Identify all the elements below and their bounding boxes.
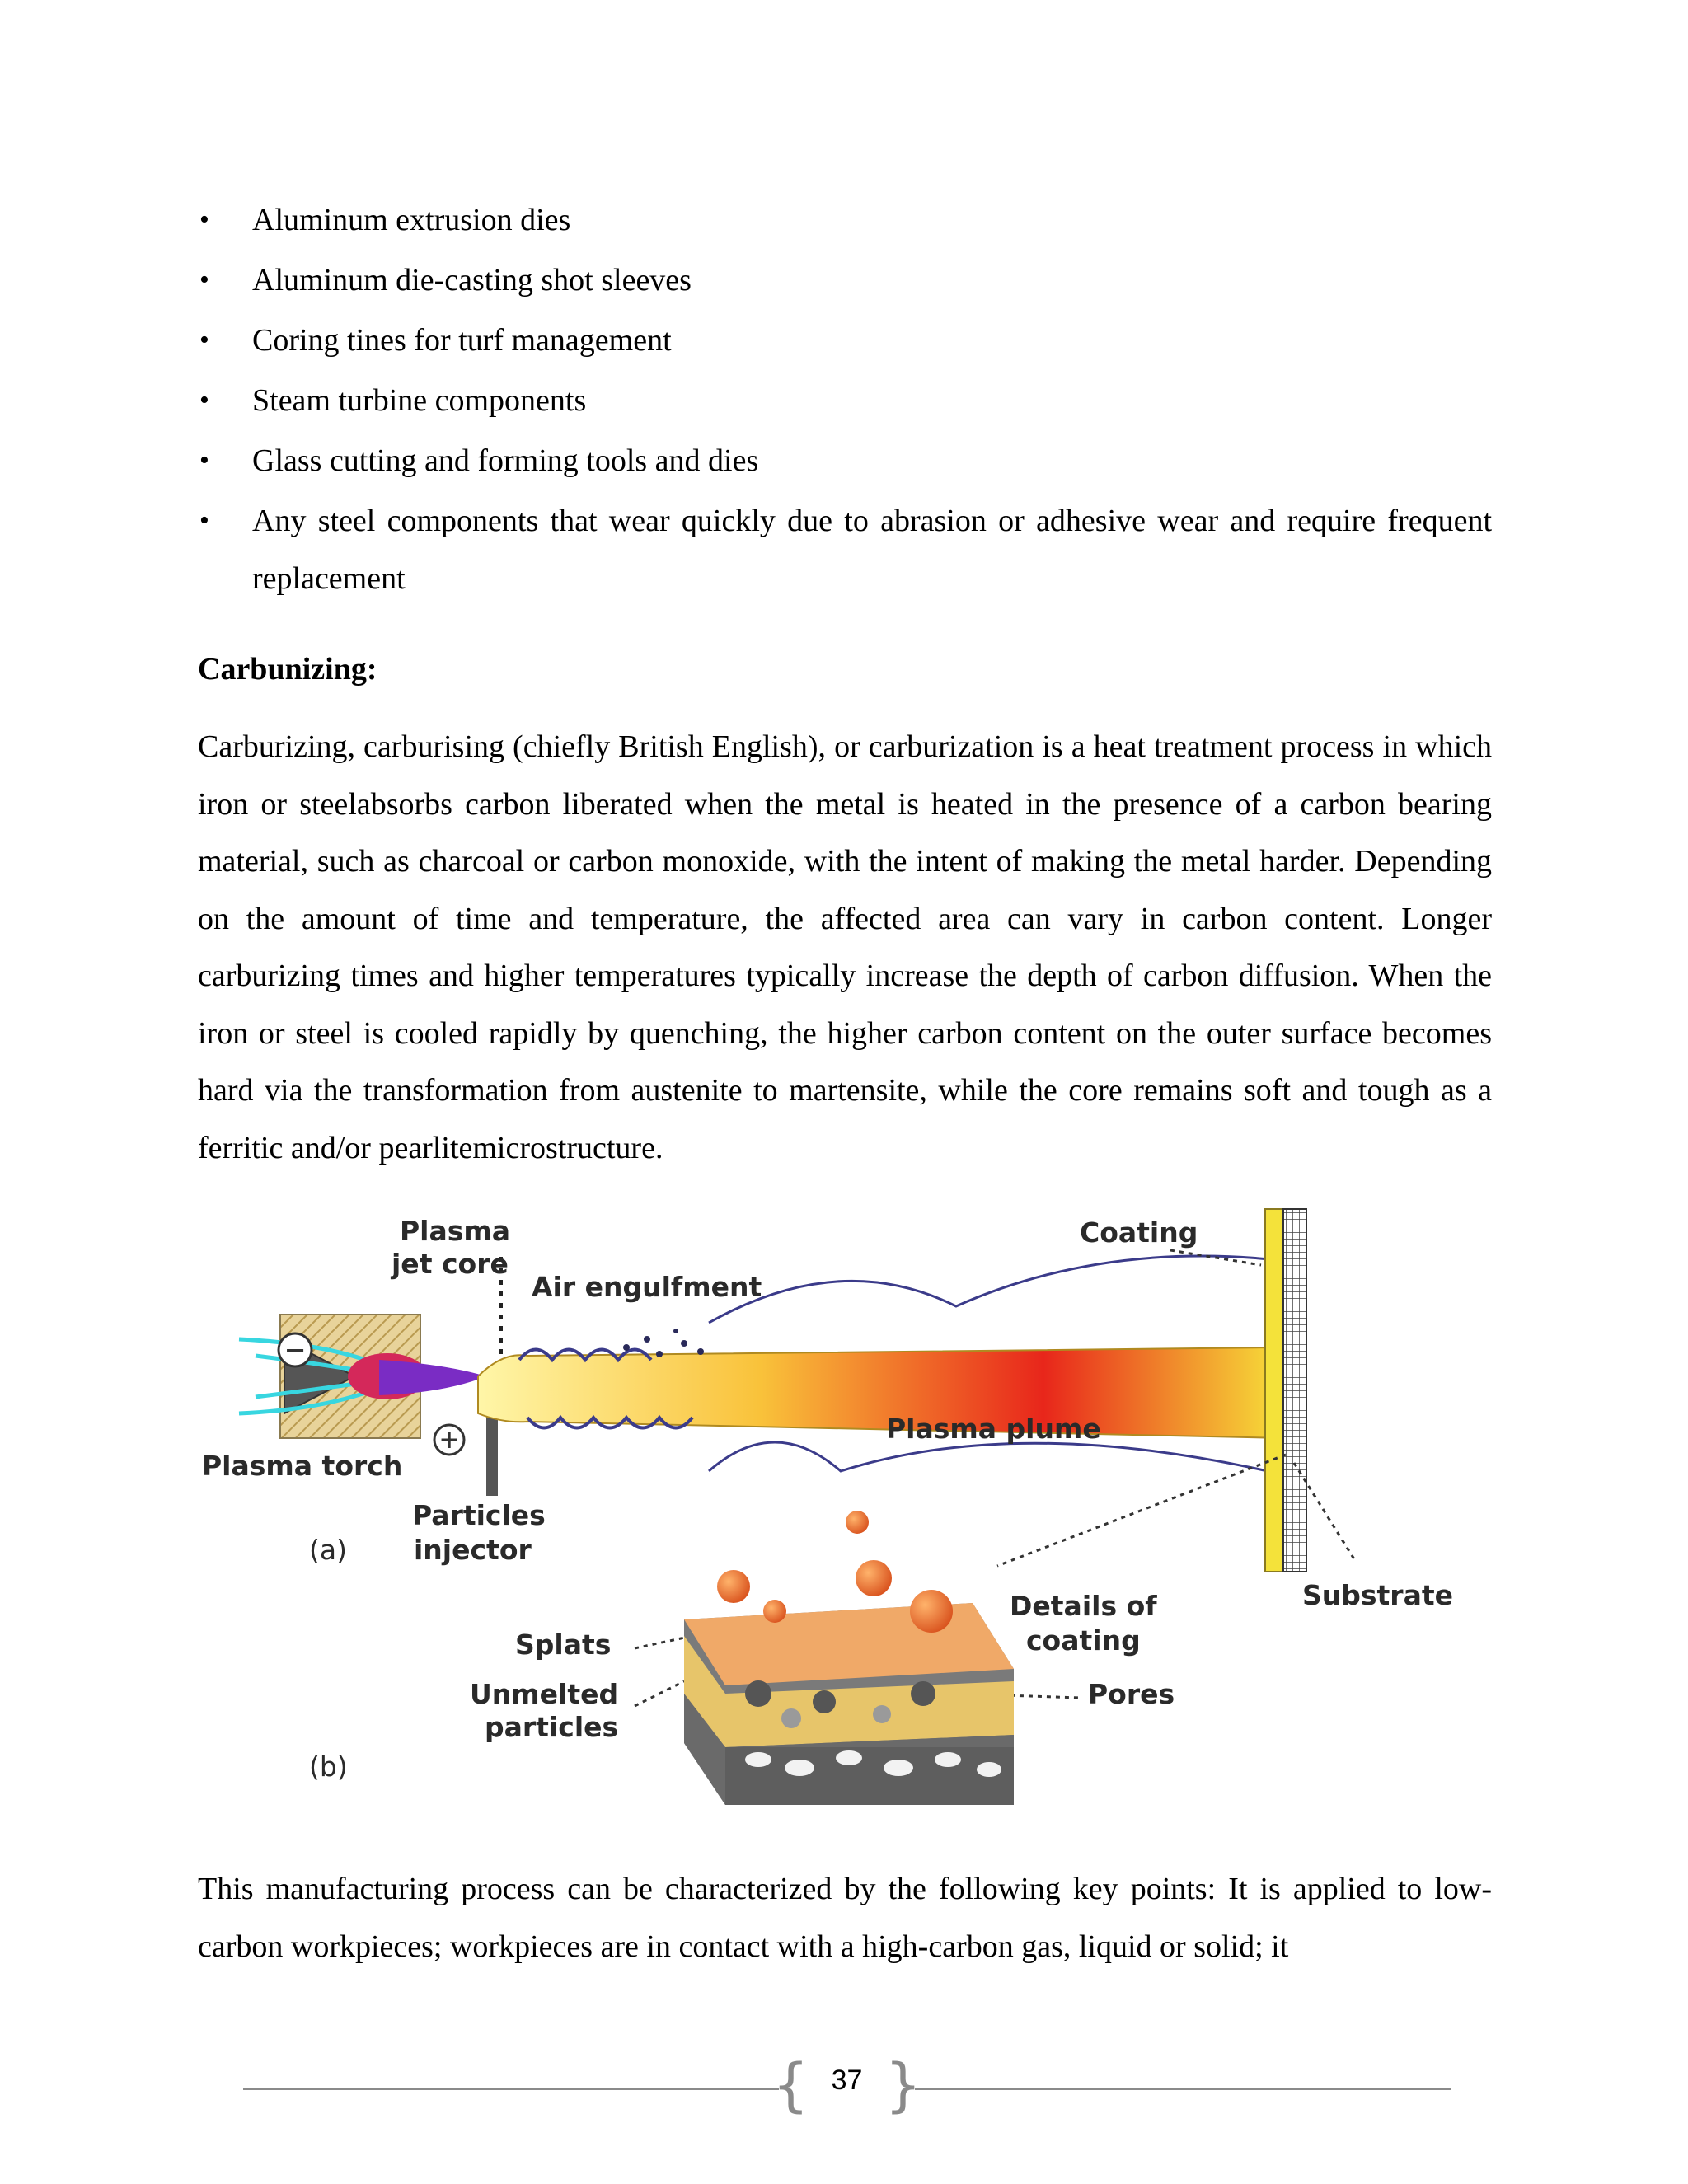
right-brace-icon: } [884,2051,921,2119]
label-particles-2: particles [485,1711,619,1743]
left-brace-icon: { [772,2051,809,2119]
label-b: (b) [309,1750,348,1783]
list-item-text: Any steel components that wear quickly due to abrasion or adhesive wear and require frequent replacement [252,504,1492,596]
body-paragraph: This manufacturing process can be characterized by the following key points: It is applied to low-carbon workpieces; workpieces are in contact with a high-carbon gas, liquid or solid; it [198,1872,1492,1964]
label-substrate: Substrate [1302,1579,1453,1611]
page-footer [243,2051,1451,2122]
label-plasma-torch: Plasma torch [202,1450,403,1482]
minus-label: − [284,1334,307,1366]
list-item-text: Coring tines for turf management [252,323,672,358]
label-air-engulfment: Air engulfment [532,1271,762,1303]
label-plasma: Plasma [400,1215,511,1247]
plus-label: + [438,1426,460,1455]
list-item [198,251,1492,309]
plasma-spray-figure [198,1199,1484,1834]
list-item-text: Steam turbine components [252,383,587,418]
plasma-torch-shape [239,1315,486,1455]
label-coating-detail: coating [1026,1624,1141,1657]
list-item-text: Glass cutting and forming tools and dies [252,443,759,478]
list-item [198,432,1492,490]
page-number: 37 [831,2064,863,2096]
list-item-text: Aluminum die-casting shot sleeves [252,263,692,298]
bullet-icon: • [199,505,209,536]
substrate-coating-shape [1265,1209,1283,1572]
label-splats: Splats [515,1629,612,1661]
list-item-text: Aluminum extrusion dies [252,203,571,237]
list-item [198,492,1492,607]
particles-injector-shape [486,1413,498,1496]
label-particles: Particles [412,1499,546,1531]
bullet-icon: • [199,385,209,415]
label-details-of: Details of [1010,1590,1157,1622]
label-jet-core: jet core [392,1248,509,1280]
section-heading: Carbunizing: [198,652,377,687]
list-item [198,372,1492,429]
bullet-icon: • [199,445,209,476]
bullet-icon: • [199,325,209,355]
label-coating: Coating [1080,1216,1198,1249]
bullet-list [198,191,1492,610]
coating-detail-shape [684,1511,1014,1805]
substrate-shape [1283,1209,1306,1572]
label-injector: injector [414,1534,532,1566]
label-pores: Pores [1088,1678,1175,1710]
list-item [198,191,1492,249]
label-a: (a) [309,1534,347,1566]
label-plasma-plume: Plasma plume [886,1413,1101,1445]
body-paragraph: Carburizing, carburising (chiefly British English), or carburization is a heat treatment process in which iron or steelabsorbs carbon liberated when the metal is heated in the presence of a carbon bearing material, such as charcoal or carbon monoxide, with the intent of making the metal harder. Depending on the amount of time and temperature, the affected area can vary in carbon content. Longer carburizing times and higher temperatures typically increase the depth of carbon diffusion. When the iron or steel is cooled rapidly by quenching, the higher carbon content on the outer surface becomes hard via the transformation from austenite to martensite, while the core remains soft and tough as a ferritic and/or pearlitemicrostructure. [198,729,1492,1165]
bullet-icon: • [199,204,209,235]
bullet-icon: • [199,265,209,295]
list-item [198,312,1492,369]
label-unmelted: Unmelted [470,1678,619,1710]
